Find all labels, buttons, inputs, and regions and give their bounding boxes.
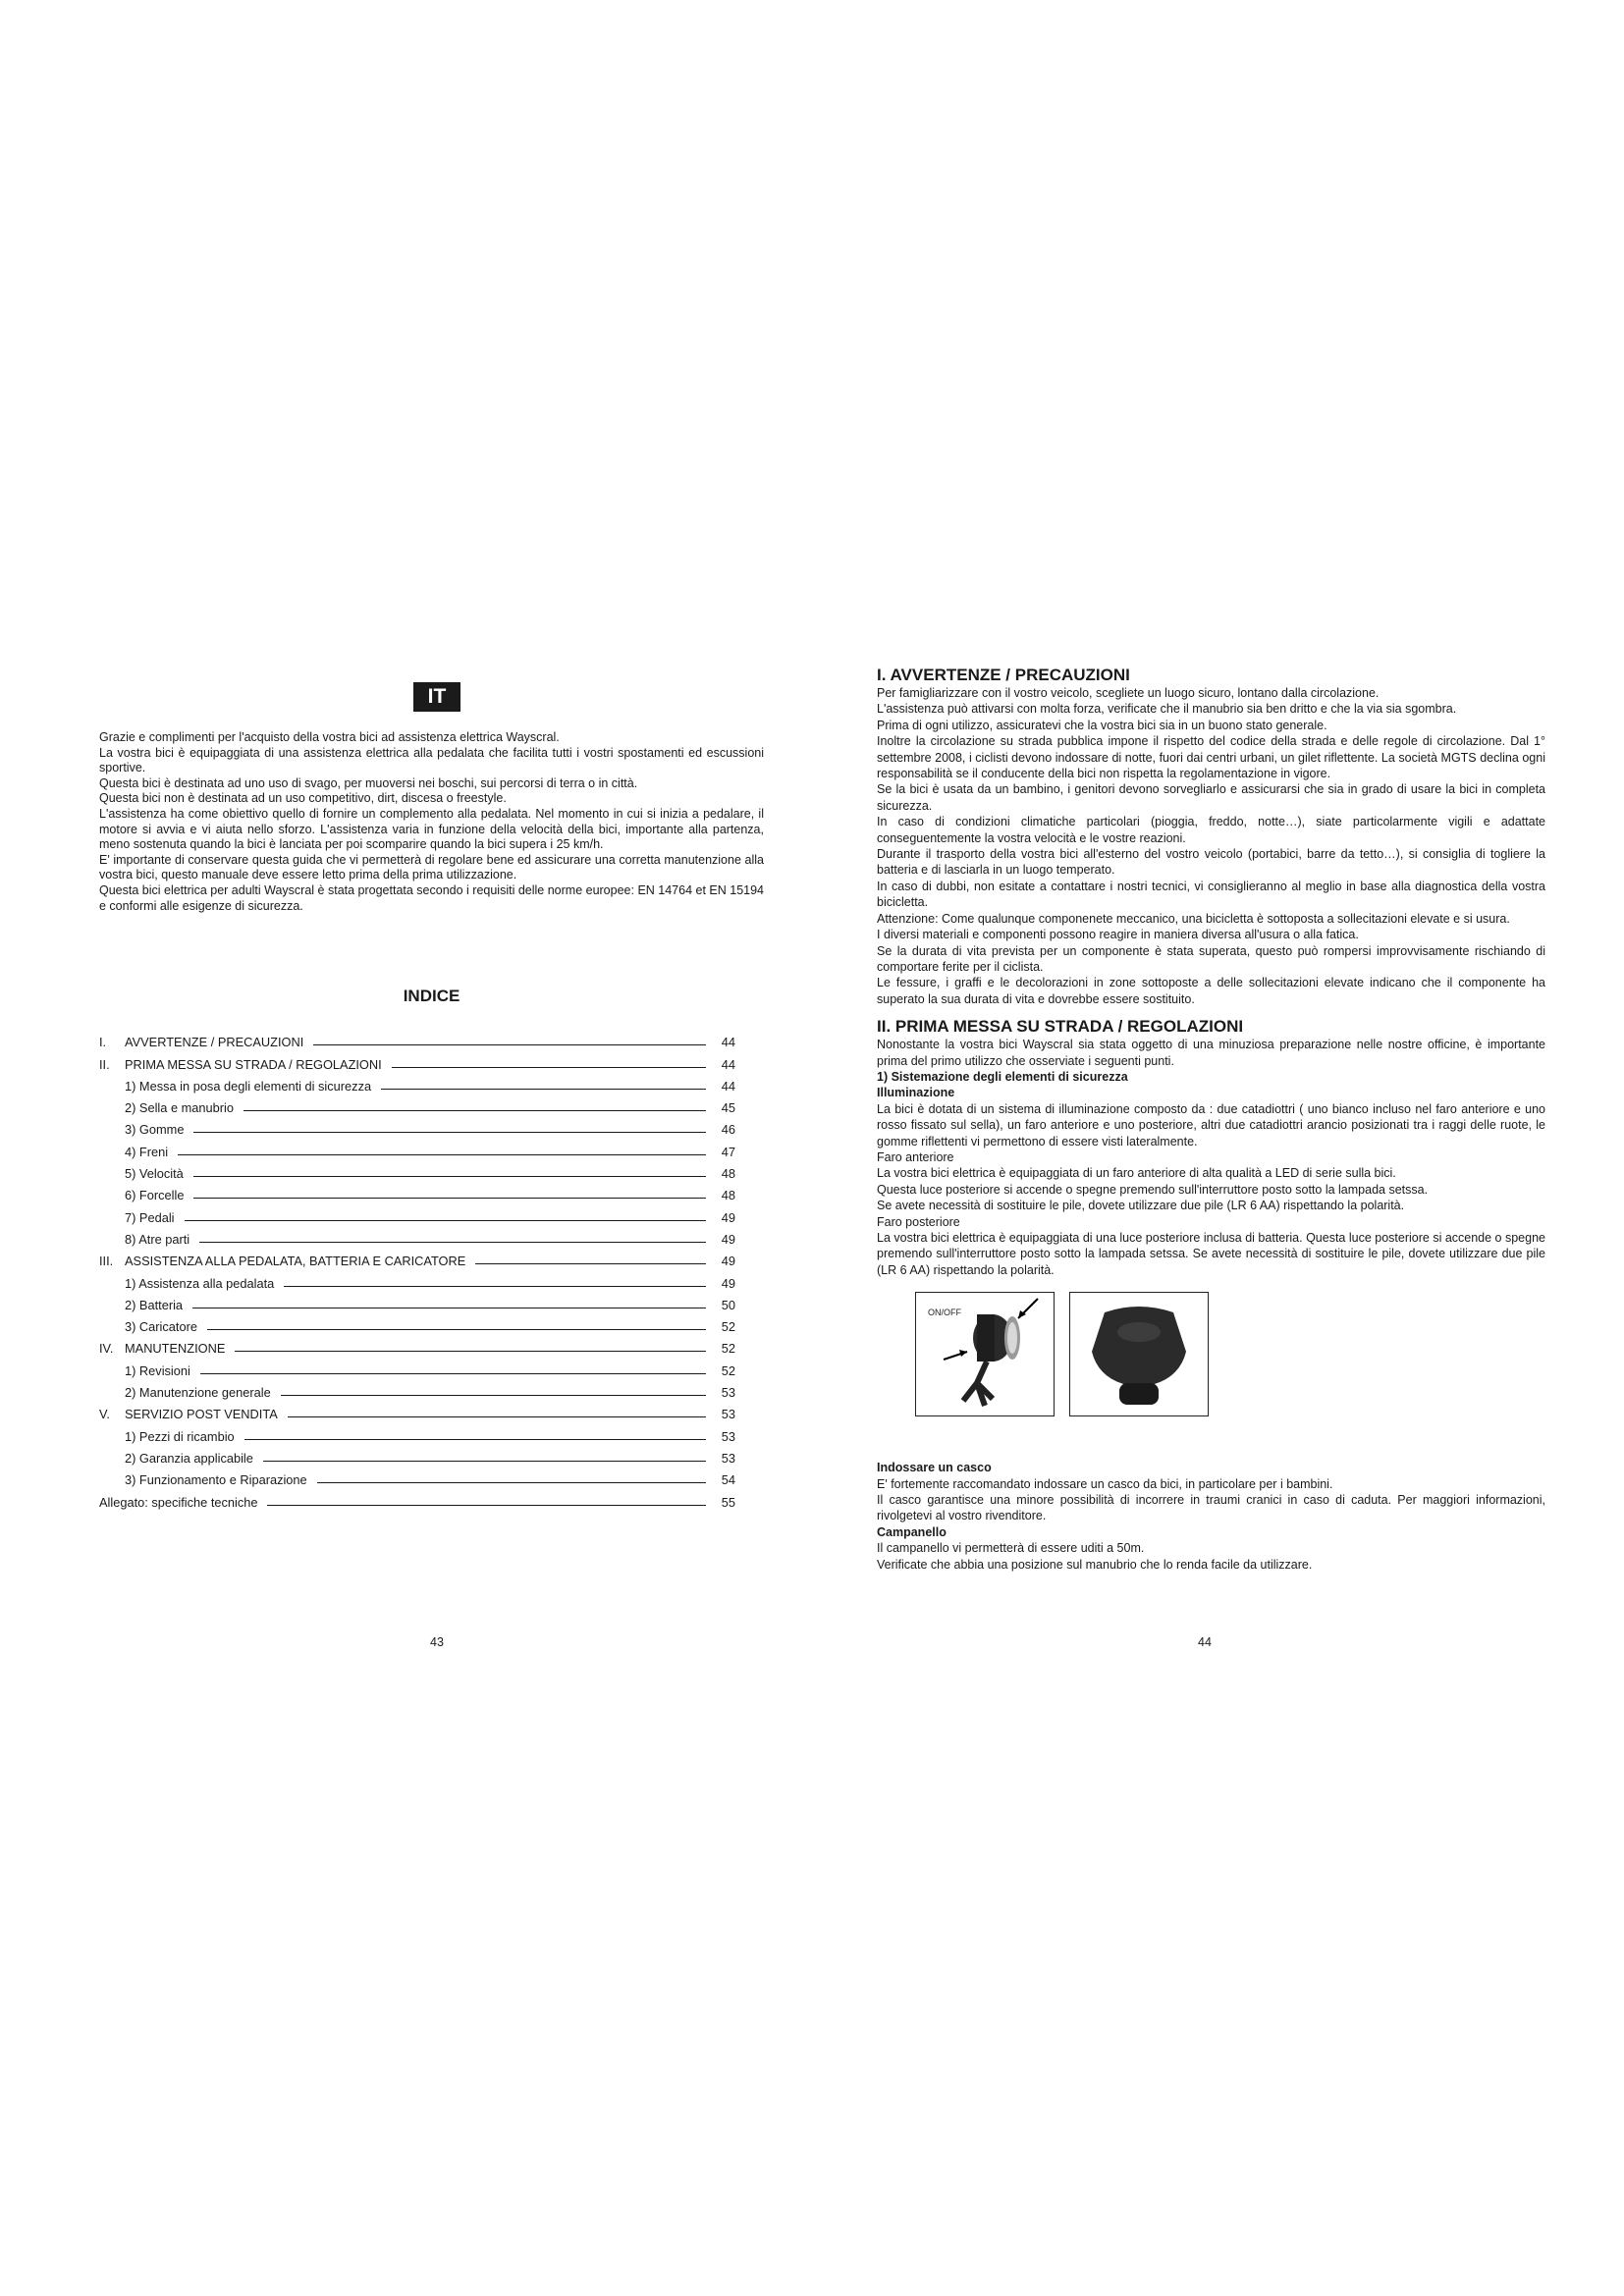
toc-entry-page: 52 [721,1319,735,1335]
toc-row [99,1073,735,1095]
toc-row [99,1401,735,1422]
faro-anteriore-line: Se avete necessità di sostituire le pile, dovete utilizzare due pile (LR 6 AA) rispettando la polarità. [877,1199,1405,1213]
toc-leader-line [185,1220,706,1221]
toc-entry-text [99,1166,184,1182]
toc-entry-page: 52 [721,1341,735,1357]
toc-entry-text [99,1188,184,1203]
toc-entry-text [99,1298,183,1313]
toc-leader-line [200,1373,706,1374]
toc-leader-line [193,1132,706,1133]
toc-entry-number: IV. [99,1341,114,1357]
rear-light-icon [1070,1293,1208,1415]
intro-paragraph: Grazie e complimenti per l'acquisto della vostra bici ad assistenza elettrica Wayscral. [99,730,560,744]
toc-entry-page: 50 [721,1297,735,1312]
page-number-left: 43 [430,1635,444,1649]
toc-entry-text [99,1254,465,1269]
section-1-paragraph: Le fessure, i graffi e le decolorazioni in zone sottoposte a delle sollecitazioni elevate indicano che il componente ha superato la sua durata di vita e dovrebbe essere sostituito. [877,976,1545,1006]
toc-entry-label: 2) Manutenzione generale [125,1385,271,1401]
front-light-photo [915,1292,1055,1416]
toc-entry-text [99,1407,278,1422]
toc-leader-line [313,1044,706,1045]
toc-leader-line [284,1286,706,1287]
toc-entry-label: 6) Forcelle [125,1188,185,1203]
toc-entry-text [99,1035,303,1050]
toc-entry-label: 3) Caricatore [125,1319,197,1335]
toc-entry-label: ASSISTENZA ALLA PEDALATA, BATTERIA E CARICATORE [125,1254,466,1269]
toc-entry-text [99,1319,197,1335]
section-1-paragraph: Se la bici è usata da un bambino, i genitori devono sorvegliarlo e assicurarsi che sia in grado di usare la bici in completa sicurezza. [877,782,1545,813]
toc-leader-line [281,1395,706,1396]
toc-entry-page: 49 [721,1254,735,1269]
toc-entry-label: MANUTENZIONE [125,1341,226,1357]
toc-entry-text [99,1079,371,1095]
toc-entry-label: 1) Pezzi di ricambio [125,1428,235,1444]
toc-entry-label: SERVIZIO POST VENDITA [125,1407,278,1422]
toc-leader-line [475,1263,706,1264]
casco-section [877,1460,1545,1573]
toc-entry-page: 53 [721,1450,735,1466]
section-1-body [877,685,1545,1007]
toc-entry-page: 48 [721,1188,735,1203]
illuminazione-heading: Illuminazione [877,1086,955,1100]
toc-leader-line [235,1351,706,1352]
toc-row [99,1095,735,1116]
toc-entry-page: 47 [721,1144,735,1159]
table-of-contents [99,1029,735,1511]
intro-paragraph: La vostra bici è equipaggiata di una assistenza elettrica alla pedalata che facilita tutti i vostri spostamenti ed escussioni sportive. [99,745,764,775]
toc-entry-label: 4) Freni [125,1144,169,1159]
toc-entry-page: 53 [721,1407,735,1422]
toc-entry-page: 55 [721,1494,735,1510]
index-title: INDICE [403,987,460,1005]
toc-row [99,1029,735,1050]
intro-paragraph: Questa bici elettrica per adulti Wayscral è stata progettata secondo i requisiti delle norme europee: EN 14764 et EN 15194 e conformi alle esigenze di sicurezza. [99,882,765,913]
toc-leader-line [267,1505,706,1506]
toc-leader-line [392,1067,706,1068]
section-2-title: II. PRIMA MESSA SU STRADA / REGOLAZIONI [877,1017,1244,1037]
toc-entry-text [99,1276,274,1292]
toc-entry-number: III. [99,1254,114,1269]
toc-row [99,1248,735,1269]
section-1-paragraph: Inoltre la circolazione su strada pubblica impone il rispetto del codice della strada e delle regole di circolazione. Dal 1° settembre 2008, i ciclisti devono indossare di notte, fuori dai centri urbani, un gilet riflettente. La società MGTS declina ogni responsabilità se il conducente della bici non rispetta la regolamentazione in vigore. [877,734,1545,781]
campanello-line: Il campanello vi permetterà di essere uditi a 50m. [877,1541,1145,1556]
toc-entry-text [99,1429,235,1445]
toc-leader-line [317,1482,706,1483]
faro-posteriore-text: La vostra bici elettrica è equipaggiata di una luce posteriore inclusa di batteria. Questa luce posteriore si accende o spegne premendo sull'interruttore posto sotto la lampada setssa. Se avete necessità di sostituire le pile, dovete utilizzare due pile (LR 6 AA) rispettando la polarità. [877,1231,1545,1277]
toc-leader-line [288,1416,706,1417]
toc-row [99,1160,735,1182]
toc-entry-label: 2) Garanzia applicabile [125,1450,253,1466]
toc-entry-label: 1) Assistenza alla pedalata [125,1275,275,1291]
toc-entry-label: 1) Messa in posa degli elementi di sicurezza [125,1078,372,1094]
toc-entry-text [99,1385,271,1401]
section-2-intro: Nonostante la vostra bici Wayscral sia stata oggetto di una minuziosa preparazione nelle nostre officine, è importante prima del primo utilizzo che osserviate i seguenti punti. [877,1038,1545,1068]
toc-entry-text [99,1122,184,1138]
toc-row [99,1379,735,1401]
page-number-right: 44 [1198,1635,1212,1649]
toc-entry-label: 2) Sella e manubrio [125,1100,234,1116]
toc-row [99,1467,735,1488]
section-1-paragraph: In caso di dubbi, non esitate a contattare i nostri tecnici, vi consiglieranno al meglio in base alla diagnostica della vostra bicicletta. [877,879,1545,910]
toc-entry-label: PRIMA MESSA SU STRADA / REGOLAZIONI [125,1056,382,1072]
toc-row [99,1116,735,1138]
illuminazione-text: La bici è dotata di un sistema di illuminazione composto da : due catadiottri ( uno bianco incluso nel faro anteriore e uno rosso fissato sul sella), un faro anteriore e uno posteriore, altri due catadiottri arancio posizionati tra i raggi delle ruote, le gomme riflettenti vi permettono di essere visti lateralmente. [877,1101,1545,1148]
toc-row [99,1050,735,1072]
casco-line: E' fortemente raccomandato indossare un casco da bici, in particolare per i bambini. [877,1476,1333,1491]
toc-entry-text [99,1495,257,1511]
toc-leader-line [199,1242,706,1243]
toc-entry-page: 53 [721,1385,735,1401]
toc-row [99,1269,735,1291]
intro-paragraph: Questa bici non è destinata ad un uso competitivo, dirt, discesa o freestyle. [99,791,507,806]
right-page-content [877,666,1545,1573]
toc-entry-number: I. [99,1035,107,1050]
section-1-title: I. AVVERTENZE / PRECAUZIONI [877,666,1130,684]
toc-entry-text [99,1100,234,1116]
toc-entry-page: 52 [721,1362,735,1378]
toc-leader-line [193,1198,706,1199]
rear-light-photo [1069,1292,1209,1416]
toc-leader-line [244,1110,706,1111]
toc-entry-text [99,1210,175,1226]
toc-entry-label: 3) Funzionamento e Riparazione [125,1472,307,1488]
toc-entry-number: V. [99,1407,110,1422]
section-1-paragraph: L'assistenza può attivarsi con molta forza, verificate che il manubrio sia ben dritto e che la via sia sgombra. [877,702,1457,717]
section-1-paragraph: Prima di ogni utilizzo, assicuratevi che la vostra bici sia in un buono stato generale. [877,718,1327,732]
toc-entry-text [99,1341,225,1357]
toc-entry-page: 49 [721,1209,735,1225]
section-1-paragraph: Durante il trasporto della vostra bici all'esterno del vostro veicolo (portabici, barre da tetto…), si consiglia di togliere la batteria e di lasciarla in un luogo temperato. [877,847,1545,878]
toc-row [99,1445,735,1467]
toc-entry-text [99,1472,307,1488]
toc-entry-label: 3) Gomme [125,1122,185,1138]
toc-row [99,1422,735,1444]
toc-entry-text [99,1363,190,1379]
campanello-line: Verificate che abbia una posizione sul manubrio che lo renda facile da utilizzare. [877,1557,1313,1572]
toc-leader-line [178,1154,706,1155]
section-1-paragraph: Attenzione: Come qualunque componenete meccanico, una bicicletta è sottoposta a sollecitazioni elevate e si usura. [877,911,1510,926]
section-1-paragraph: Se la durata di vita prevista per un componente è stata superata, questo può rompersi improvvisamente rischiando di comportare ferite per il ciclista. [877,943,1545,974]
toc-leader-line [207,1329,706,1330]
section-1-paragraph: In caso di condizioni climatiche particolari (pioggia, freddo, notte…), siate particolarmente vigili e adattate conseguentemente la vostra velocità e le vostre reazioni. [877,815,1545,845]
intro-paragraph: Questa bici è destinata ad uno uso di svago, per muoversi nei boschi, sui percorsi di terra o in città. [99,775,638,790]
toc-row [99,1357,735,1378]
onoff-label: ON/OFF [928,1308,961,1318]
faro-posteriore-heading: Faro posteriore [877,1214,960,1229]
toc-entry-page: 44 [721,1078,735,1094]
faro-anteriore-line: La vostra bici elettrica è equipaggiata di un faro anteriore di alta qualità a LED di serie sulla bici. [877,1166,1396,1181]
subsection-title: 1) Sistemazione degli elementi di sicurezza [877,1069,1128,1084]
toc-row [99,1226,735,1248]
toc-entry-page: 49 [721,1231,735,1247]
toc-entry-text [99,1232,189,1248]
toc-entry-page: 54 [721,1472,735,1488]
language-badge: IT [413,682,460,712]
toc-entry-number: II. [99,1056,110,1072]
toc-row [99,1292,735,1313]
toc-entry-page: 48 [721,1166,735,1182]
toc-entry-page: 46 [721,1122,735,1138]
toc-leader-line [244,1439,706,1440]
toc-entry-text [99,1145,168,1160]
faro-anteriore-line: Questa luce posteriore si accende o spegne premendo sull'interruttore posto sotto la lampada setssa. [877,1182,1429,1197]
toc-row [99,1138,735,1159]
toc-entry-label: 1) Revisioni [125,1362,190,1378]
toc-leader-line [193,1176,706,1177]
toc-entry-text [99,1057,382,1073]
toc-entry-page: 49 [721,1275,735,1291]
toc-entry-page: 45 [721,1100,735,1116]
toc-row [99,1203,735,1225]
toc-row [99,1488,735,1510]
toc-entry-page: 44 [721,1035,735,1050]
casco-line: Il casco garantisce una minore possibilità di incorrere in traumi cranici in caso di caduta. Per maggiori informazioni, rivolgetevi al vostro rivenditore. [877,1493,1545,1523]
toc-leader-line [381,1089,706,1090]
toc-entry-label: AVVERTENZE / PRECAUZIONI [125,1035,304,1050]
toc-entry-text [99,1451,253,1467]
toc-entry-label: 5) Velocità [125,1166,184,1182]
intro-paragraph: L'assistenza ha come obiettivo quello di fornire un complemento alla pedalata. Nel momento in cui si inizia a pedalare, il motore si avvia e vi aiuta nello sforzo. L'assistenza varia in funzione della velocità della bici, importante alla partenza, meno sostenuta quando la bici è lanciata per poi scomparire quando la bici supera i 25 km/h. [99,806,764,852]
toc-row [99,1335,735,1357]
section-1-paragraph: I diversi materiali e componenti possono reagire in maniera diversa all'usura o alla fatica. [877,928,1359,942]
campanello-heading: Campanello [877,1524,947,1539]
section-1-paragraph: Per famigliarizzare con il vostro veicolo, scegliete un luogo sicuro, lontano dalla circolazione. [877,686,1380,700]
toc-entry-label: 7) Pedali [125,1209,175,1225]
faro-anteriore-heading: Faro anteriore [877,1149,954,1164]
toc-entry-page: 53 [721,1428,735,1444]
casco-heading: Indossare un casco [877,1461,992,1475]
toc-entry-page: 44 [721,1056,735,1072]
light-photos [915,1292,1545,1416]
intro-text [99,730,764,914]
toc-row [99,1182,735,1203]
toc-entry-label: 2) Batteria [125,1297,184,1312]
toc-leader-line [263,1461,706,1462]
toc-entry-label: 8) Atre parti [125,1231,190,1247]
toc-entry-label: Allegato: specifiche tecniche [99,1494,258,1510]
intro-paragraph: E' importante di conservare questa guida che vi permetterà di regolare bene ed assicurare una corretta manutenzione alla vostra bici, questo manuale deve essere letto prima della prima utilizzazione. [99,852,764,882]
toc-row [99,1313,735,1335]
